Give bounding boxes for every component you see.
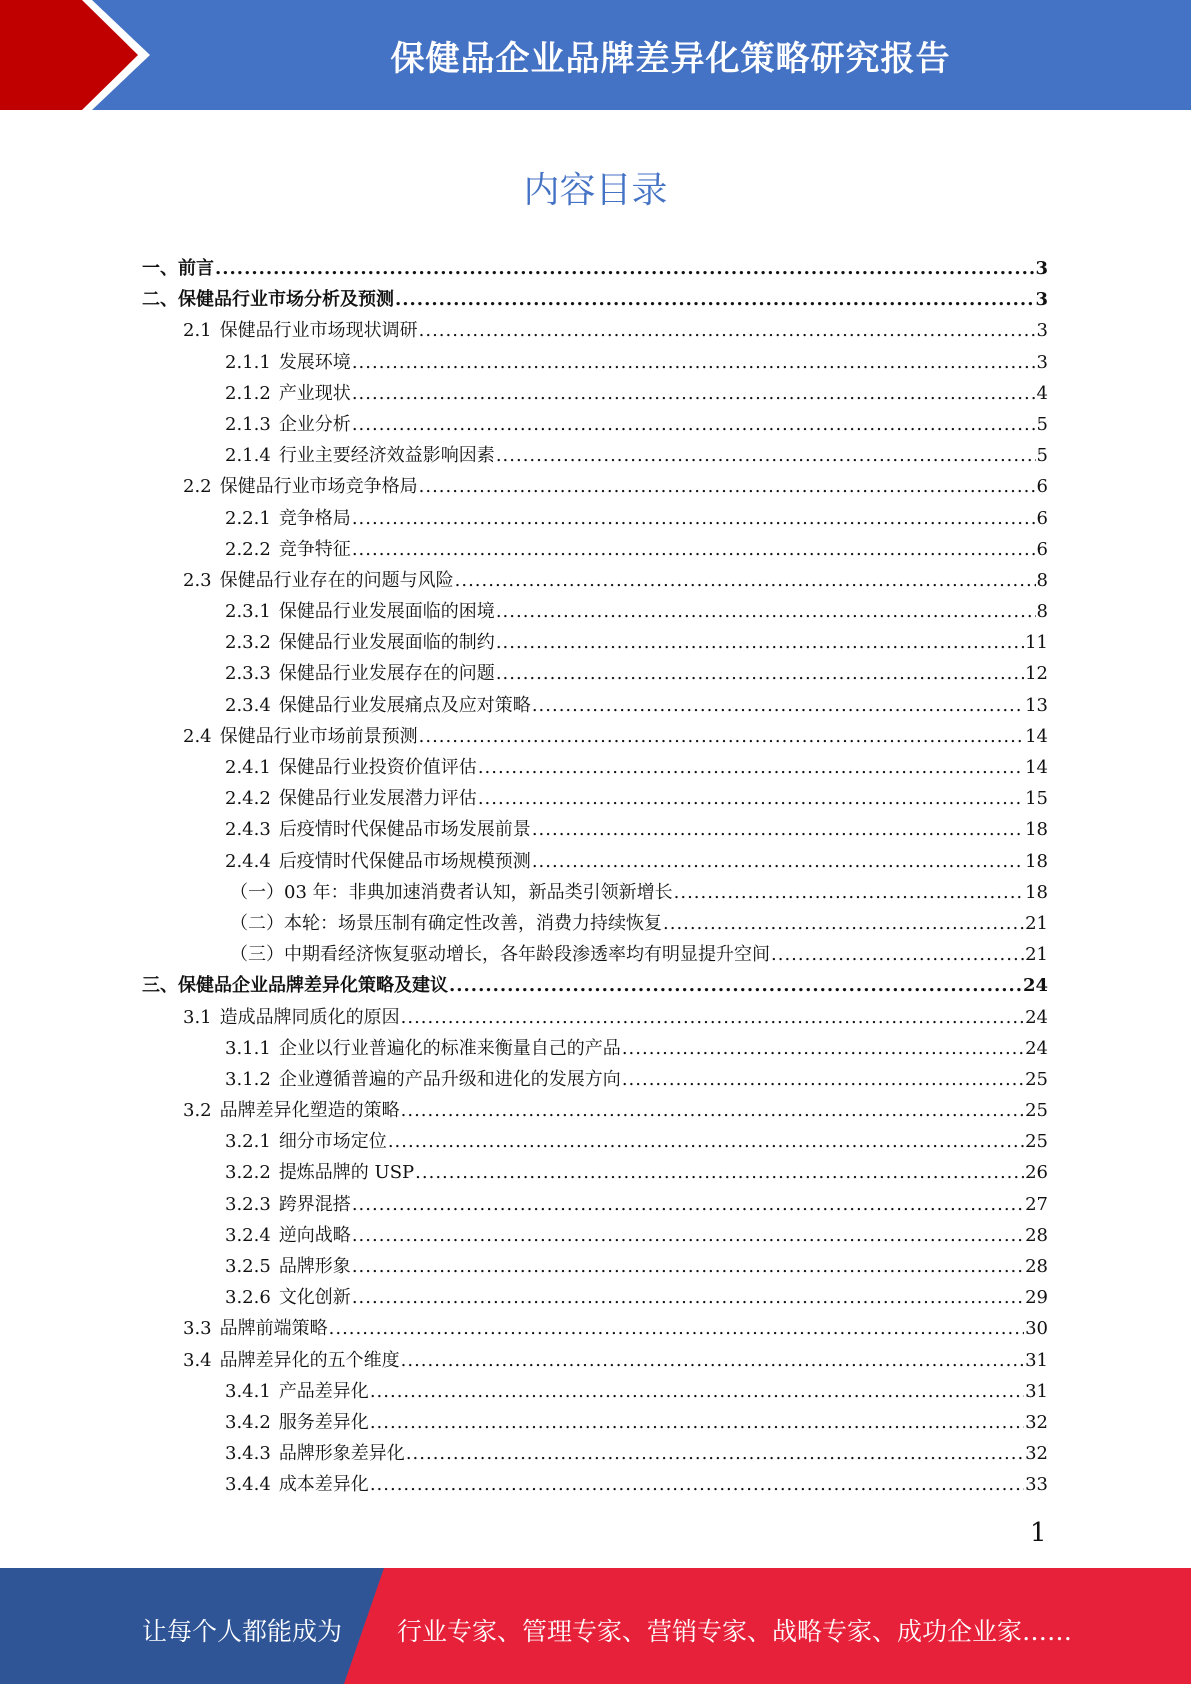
toc-leader-dots [449, 975, 1022, 996]
toc-leader-dots [215, 258, 1034, 279]
toc-entry-page: 28 [1025, 1256, 1048, 1277]
toc-leader-dots [496, 445, 1036, 466]
toc-entry-label: 保健品行业发展面临的制约 [278, 632, 495, 654]
toc-leader-dots [352, 1194, 1024, 1215]
toc-entry[interactable] [142, 410, 1048, 441]
toc-leader-dots [419, 476, 1036, 497]
toc-entry-number: 3.1.1 [225, 1037, 271, 1059]
toc-leader-dots [496, 663, 1024, 684]
toc-leader-dots [352, 508, 1036, 529]
toc-entry-number: 3.2.4 [225, 1224, 271, 1246]
toc-entry[interactable] [142, 1221, 1048, 1252]
toc-entry-label: 三、保健品企业品牌差异化策略及建议 [142, 975, 448, 997]
toc-entry-page: 15 [1025, 788, 1048, 810]
toc-entry[interactable] [142, 535, 1048, 566]
toc-entry-number: 2.2 [183, 476, 212, 498]
toc-entry[interactable] [142, 1346, 1048, 1377]
toc-entry[interactable] [142, 784, 1048, 815]
toc-leader-dots [478, 757, 1024, 778]
toc-leader-dots [478, 788, 1024, 809]
toc-leader-dots [352, 414, 1036, 435]
toc-entry-number: 3.2.1 [225, 1131, 271, 1153]
toc-entry-number: 3.2.5 [225, 1256, 271, 1277]
toc-entry[interactable] [142, 1377, 1048, 1408]
toc-leader-dots [622, 1038, 1024, 1059]
toc-entry[interactable] [142, 1470, 1048, 1501]
toc-entry-label: 品牌差异化的五个维度 [219, 1349, 400, 1371]
toc-entry-number: 2.3.3 [225, 663, 271, 685]
toc-entry[interactable] [142, 847, 1048, 878]
toc-entry-number: 3.1.2 [225, 1068, 271, 1090]
toc-entry-number: 3.2.2 [225, 1162, 271, 1184]
toc-entry-number: 3.2.6 [225, 1287, 271, 1309]
footer-slogan-right: 行业专家、管理专家、营销专家、战略专家、成功企业家…… [397, 1617, 1073, 1646]
toc-entry-label: 细分市场定位 [278, 1131, 387, 1153]
toc-entry[interactable] [142, 597, 1048, 628]
toc-entry-label: 竞争格局 [278, 507, 351, 529]
toc-entry[interactable] [142, 722, 1048, 753]
toc-entry-number: 3.4.3 [225, 1443, 271, 1465]
toc-entry-page: 29 [1025, 1287, 1048, 1309]
toc-entry-label: 造成品牌同质化的原因 [219, 1006, 400, 1028]
toc-leader-dots [395, 289, 1034, 310]
toc-entry-page: 18 [1025, 819, 1048, 841]
toc-entry[interactable] [142, 441, 1048, 472]
toc-leader-dots [352, 539, 1036, 560]
page-number: 1 [1030, 1518, 1047, 1548]
toc-entry-label: （三）中期看经济恢复驱动增长，各年龄段渗透率均有明显提升空间 [230, 944, 770, 966]
toc-entry-number: 2.3.4 [225, 694, 271, 716]
toc-entry-page: 6 [1036, 507, 1048, 529]
toc-entry-page: 21 [1025, 944, 1048, 966]
toc-entry-number: 2.3.1 [225, 601, 271, 623]
toc-entry-number: 3.4.2 [225, 1411, 271, 1433]
toc-entry-page: 27 [1025, 1193, 1048, 1215]
toc-entry-number: 3.4.1 [225, 1380, 271, 1402]
toc-entry-label: 产品差异化 [278, 1380, 369, 1402]
toc-leader-dots [674, 882, 1024, 903]
toc-leader-dots [419, 320, 1036, 341]
toc-entry-number: 2.1.3 [225, 413, 271, 435]
toc-entry[interactable] [142, 940, 1048, 971]
toc-entry-number: 2.4.3 [225, 819, 271, 841]
toc-leader-dots [352, 1256, 1024, 1277]
toc-entry-page: 3 [1036, 351, 1048, 373]
toc-entry-page: 4 [1036, 382, 1048, 404]
toc-entry-number: 2.2.2 [225, 538, 271, 560]
toc-entry-label: 产业现状 [278, 382, 351, 404]
toc-entry[interactable] [142, 472, 1048, 503]
toc-leader-dots [370, 1381, 1024, 1402]
toc-entry-label: 后疫情时代保健品市场发展前景 [278, 819, 531, 841]
toc-entry-label: 后疫情时代保健品市场规模预测 [278, 850, 531, 872]
toc-entry-page: 6 [1036, 538, 1048, 560]
toc-entry-number: 2.4.1 [225, 757, 271, 778]
toc-entry[interactable] [142, 628, 1048, 659]
toc-entry[interactable] [142, 659, 1048, 690]
toc-entry[interactable] [142, 566, 1048, 597]
toc-entry-label: 保健品行业发展痛点及应对策略 [278, 694, 531, 716]
toc-entry[interactable] [142, 1096, 1048, 1127]
table-of-contents [142, 254, 1048, 1502]
toc-entry[interactable] [142, 1127, 1048, 1158]
toc-entry[interactable] [142, 254, 1048, 285]
toc-entry-label: 企业以行业普遍化的标准来衡量自己的产品 [278, 1037, 621, 1059]
toc-entry-page: 13 [1025, 694, 1048, 716]
toc-entry-number: 2.1.2 [225, 382, 271, 404]
chevron-arrow-icon [0, 0, 160, 110]
toc-entry-page: 3 [1035, 258, 1048, 279]
toc-entry-page: 33 [1025, 1474, 1048, 1496]
toc-entry-label: 保健品行业市场现状调研 [219, 320, 418, 342]
toc-entry-number: 3.1 [183, 1006, 212, 1028]
toc-entry-label: 企业遵循普遍的产品升级和进化的发展方向 [278, 1068, 621, 1090]
toc-entry[interactable] [142, 1003, 1048, 1034]
toc-entry[interactable] [142, 1034, 1048, 1065]
toc-entry-page: 14 [1025, 757, 1048, 778]
toc-entry-page: 24 [1025, 1037, 1048, 1059]
toc-leader-dots [419, 726, 1024, 747]
toc-entry-page: 25 [1025, 1100, 1048, 1122]
toc-leader-dots [370, 1474, 1024, 1495]
toc-entry-page: 5 [1036, 413, 1048, 435]
toc-entry-number: 2.1.4 [225, 445, 271, 467]
toc-entry-label: 逆向战略 [278, 1224, 351, 1246]
toc-entry-label: 保健品行业发展存在的问题 [278, 663, 495, 685]
toc-entry-label: 发展环境 [278, 351, 351, 373]
toc-entry-page: 8 [1036, 601, 1048, 623]
toc-entry-number: 3.3 [183, 1318, 212, 1340]
toc-entry-label: 保健品行业投资价值评估 [278, 757, 477, 778]
toc-entry-label: 行业主要经济效益影响因素 [278, 445, 495, 467]
toc-entry-page: 8 [1036, 569, 1048, 591]
toc-entry-number: 2.2.1 [225, 507, 271, 529]
toc-entry-page: 25 [1025, 1068, 1048, 1090]
toc-leader-dots [496, 632, 1024, 653]
toc-entry-number: 2.4.2 [225, 788, 271, 810]
toc-entry-page: 14 [1025, 725, 1048, 747]
toc-entry-page: 24 [1022, 975, 1048, 997]
toc-leader-dots [329, 1318, 1024, 1339]
toc-entry-label: 保健品行业存在的问题与风险 [219, 569, 454, 591]
toc-entry-page: 21 [1025, 912, 1048, 934]
toc-entry[interactable] [142, 753, 1048, 784]
toc-leader-dots [663, 913, 1024, 934]
toc-leader-dots [406, 1443, 1024, 1464]
toc-entry-page: 11 [1025, 632, 1048, 654]
toc-entry-number: 2.4 [183, 725, 212, 747]
toc-entry-label: 品牌前端策略 [219, 1318, 328, 1340]
toc-entry[interactable] [142, 1283, 1048, 1314]
toc-entry-label: 品牌形象 [278, 1256, 351, 1277]
toc-leader-dots [352, 352, 1036, 373]
toc-leader-dots [352, 1225, 1024, 1246]
toc-entry[interactable] [142, 815, 1048, 846]
toc-entry-label: （一）03 年：非典加速消费者认知，新品类引领新增长 [230, 881, 673, 903]
toc-entry[interactable] [142, 1314, 1048, 1345]
toc-entry-label: 保健品行业发展潜力评估 [278, 788, 477, 810]
toc-entry-number: 2.3.2 [225, 632, 271, 654]
toc-leader-dots [415, 1162, 1024, 1183]
toc-entry-number: 2.3 [183, 569, 212, 591]
toc-leader-dots [401, 1350, 1024, 1371]
toc-leader-dots [455, 570, 1036, 591]
toc-entry[interactable] [142, 348, 1048, 379]
toc-leader-dots [532, 851, 1024, 872]
toc-entry-label: 保健品行业市场竞争格局 [219, 476, 418, 498]
toc-entry-number: 3.4.4 [225, 1474, 271, 1496]
toc-entry-number: 2.1 [183, 320, 212, 342]
toc-entry-label: 品牌形象差异化 [278, 1443, 405, 1465]
toc-entry[interactable] [142, 1439, 1048, 1470]
toc-entry-page: 31 [1025, 1380, 1048, 1402]
toc-entry-label: 提炼品牌的 USP [278, 1162, 415, 1184]
header-band [0, 0, 1191, 110]
toc-entry[interactable] [142, 1065, 1048, 1096]
toc-leader-dots [352, 383, 1036, 404]
toc-leader-dots [388, 1131, 1024, 1152]
toc-entry-label: 服务差异化 [278, 1411, 369, 1433]
toc-entry[interactable] [142, 504, 1048, 535]
toc-entry-label: 成本差异化 [278, 1474, 369, 1496]
toc-leader-dots [532, 695, 1024, 716]
toc-entry-label: 保健品行业市场前景预测 [219, 725, 418, 747]
footer-slogan-left: 让每个人都能成为 [142, 1617, 343, 1646]
toc-entry-page: 6 [1036, 476, 1048, 498]
toc-heading: 内容目录 [523, 170, 668, 211]
toc-entry-page: 5 [1036, 445, 1048, 467]
toc-entry-page: 12 [1025, 663, 1048, 685]
toc-entry-page: 32 [1025, 1443, 1048, 1465]
toc-entry-number: 2.4.4 [225, 850, 271, 872]
toc-entry-label: 文化创新 [278, 1287, 351, 1309]
toc-entry[interactable] [142, 1158, 1048, 1189]
report-title: 保健品企业品牌差异化策略研究报告 [390, 38, 951, 79]
toc-entry-label: 跨界混搭 [278, 1193, 351, 1215]
toc-leader-dots [401, 1007, 1024, 1028]
toc-leader-dots [771, 944, 1024, 965]
toc-leader-dots [401, 1100, 1024, 1121]
toc-leader-dots [622, 1069, 1024, 1090]
toc-entry-number: 2.1.1 [225, 351, 271, 373]
toc-entry-label: 企业分析 [278, 413, 351, 435]
toc-entry[interactable] [142, 909, 1048, 940]
toc-entry-page: 32 [1025, 1411, 1048, 1433]
toc-entry[interactable] [142, 691, 1048, 722]
toc-entry-label: 竞争特征 [278, 538, 351, 560]
toc-entry-label: 一、前言 [142, 258, 214, 279]
toc-entry[interactable] [142, 971, 1048, 1002]
toc-entry-page: 25 [1025, 1131, 1048, 1153]
toc-entry[interactable] [142, 285, 1048, 316]
toc-entry[interactable] [142, 316, 1048, 347]
toc-entry-page: 18 [1025, 881, 1048, 903]
toc-entry[interactable] [142, 1252, 1048, 1283]
toc-entry-label: 品牌差异化塑造的策略 [219, 1100, 400, 1122]
toc-entry-page: 26 [1025, 1162, 1048, 1184]
toc-entry-page: 3 [1035, 289, 1048, 311]
toc-leader-dots [370, 1412, 1024, 1433]
toc-entry-label: 二、保健品行业市场分析及预测 [142, 289, 394, 311]
toc-leader-dots [532, 819, 1024, 840]
toc-leader-dots [352, 1287, 1024, 1308]
toc-entry-page: 28 [1025, 1224, 1048, 1246]
toc-entry[interactable] [142, 1408, 1048, 1439]
toc-entry[interactable] [142, 1190, 1048, 1221]
toc-entry-number: 3.2 [183, 1100, 212, 1122]
toc-entry-page: 18 [1025, 850, 1048, 872]
toc-entry-page: 31 [1025, 1349, 1048, 1371]
toc-entry-page: 3 [1036, 320, 1048, 342]
toc-entry-label: （二）本轮：场景压制有确定性改善，消费力持续恢复 [230, 912, 662, 934]
toc-entry[interactable] [142, 878, 1048, 909]
toc-entry-label: 保健品行业发展面临的困境 [278, 601, 495, 623]
toc-entry-number: 3.2.3 [225, 1193, 271, 1215]
toc-entry-page: 24 [1025, 1006, 1048, 1028]
toc-leader-dots [496, 601, 1036, 622]
toc-entry-number: 3.4 [183, 1349, 212, 1371]
toc-entry[interactable] [142, 379, 1048, 410]
toc-entry-page: 30 [1025, 1318, 1048, 1340]
